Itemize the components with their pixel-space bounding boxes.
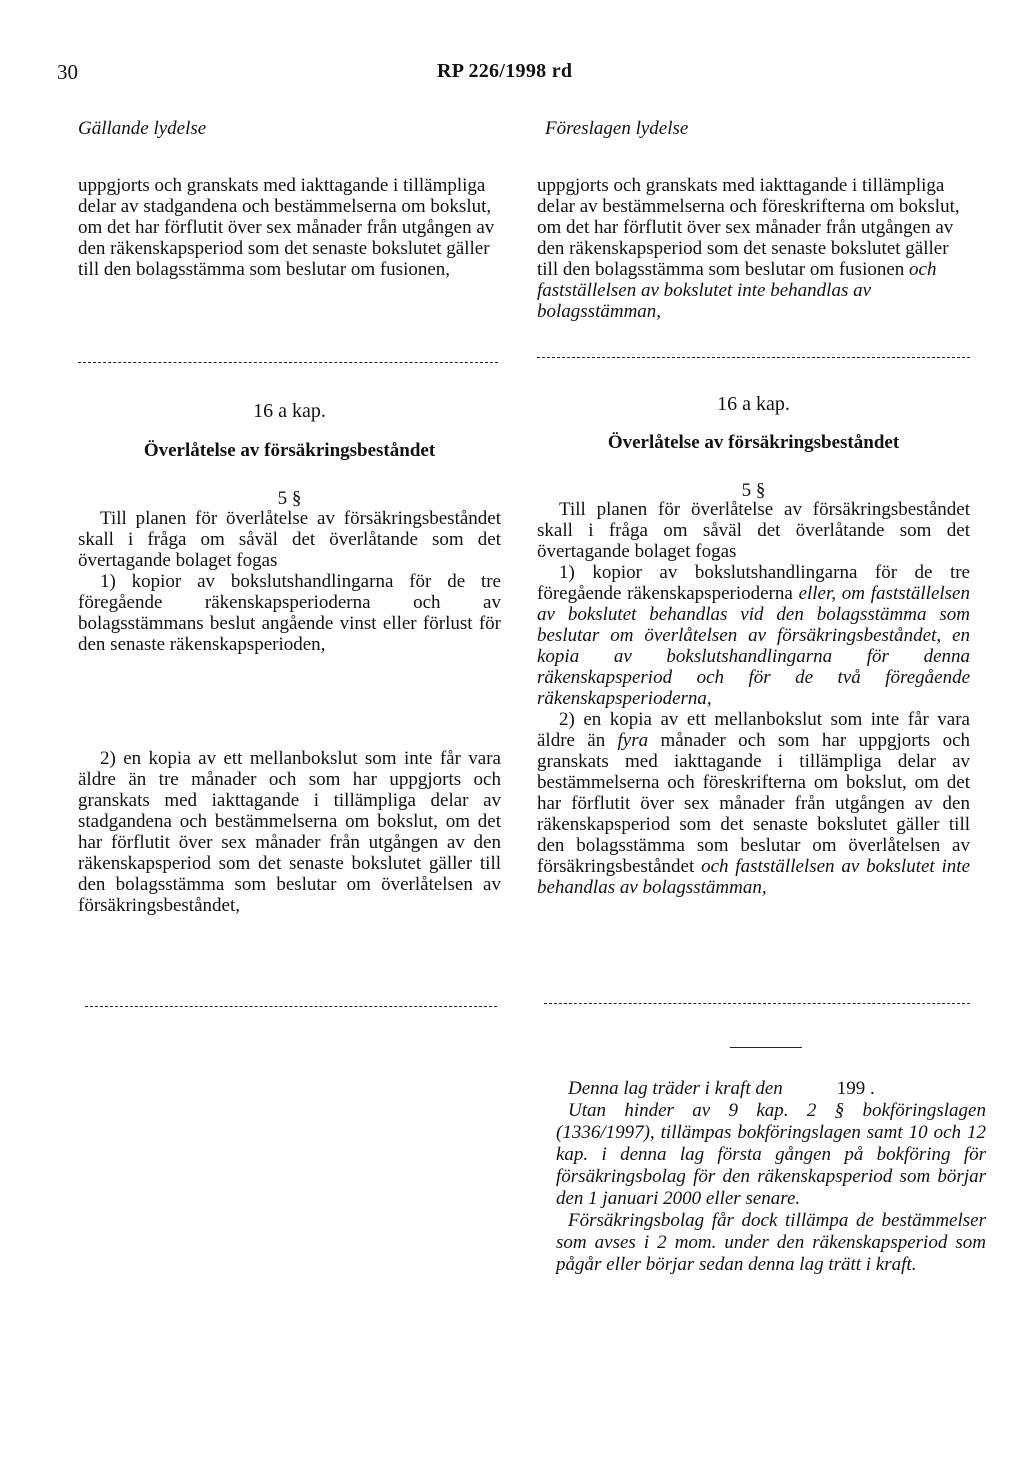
right-column-heading: Föreslagen lydelse (545, 118, 689, 139)
transitional-p2: Försäkringsbolag får dock tillämpa de bestämmelser som avses i 2 mom. under den räkenskapsperiod som pågår eller börjar sedan denna lag trätt i kraft. (556, 1210, 986, 1275)
right-intro-b: och fastställelsen av bokslutet inte behandlas av bolagsstämman, (537, 259, 937, 322)
right-item1 (537, 562, 970, 709)
right-chapter: 16 a kap. (717, 393, 790, 415)
right-omission-line-2 (544, 1003, 970, 1004)
right-omission-line-1 (537, 357, 970, 358)
right-item2-c: månader och som har uppgjorts och granskats med iakttagande i tillämpliga delar av bestämmelserna och föreskrifterna om bokslut, om det har förflutit över sex månader från utgången av den räkenskapsperiod som det senaste bokslutet gäller till den bolagsstämma som beslutar om överlåtelsen av försäkringsbeståndet (537, 730, 970, 877)
left-p1: Till planen för överlåtelse av försäkringsbeståndet skall i fråga om såväl det överlåtande som det övertagande bolaget fogas (78, 508, 501, 571)
right-intro-paragraph (537, 175, 970, 322)
left-item1: 1) kopior av bokslutshandlingarna för de tre föregående räkenskapsperioderna och av bolagsstämmans beslut angående vinst eller förlust för den senaste räkenskapsperioden, (78, 571, 501, 655)
right-intro-a: uppgjorts och granskats med iakttagande i tillämpliga delar av bestämmelserna och föreskrifterna om bokslut, om det har förflutit över sex månader från utgången av den räkenskapsperiod som det senaste bokslutet gäller till den bolagsstämma som beslutar om fusionen (537, 175, 960, 280)
right-item2-a: 2) en kopia av ett mellanbokslut som inte får vara äldre än (537, 709, 970, 751)
transitional-line1-a: Denna lag träder i kraft den (568, 1078, 783, 1099)
right-item1-b: eller, om fastställelsen av bokslutet behandlas vid den bolagsstämma som beslutar om överlåtelsen av försäkringsbeståndet, en kopia av bokslutshandlingarna för denna räkenskapsperiod och för de två föregående räkenskapsperioderna, (537, 583, 970, 709)
running-title: RP 226/1998 rd (437, 60, 573, 82)
transitional-line1 (556, 1078, 986, 1100)
right-section-title: Överlåtelse av försäkringsbeståndet (607, 432, 900, 453)
right-body (537, 499, 970, 898)
right-intro (537, 175, 970, 322)
right-item2-b: fyra (617, 730, 649, 751)
right-item1-a: 1) kopior av bokslutshandlingarna för de tre föregående räkenskapsperioderna (537, 562, 970, 604)
left-body-1 (78, 508, 501, 655)
left-omission-line-2 (85, 1006, 497, 1007)
left-chapter: 16 a kap. (253, 400, 326, 422)
left-section-title: Överlåtelse av försäkringsbeståndet (143, 440, 436, 461)
transitional-p1: Utan hinder av 9 kap. 2 § bokföringslagen (1336/1997), tillämpas bokföringslagen samt 10 och 12 kap. i denna lag första gången på bokföring för försäkringsbolag för den räkenskapsperiod som börjar den 1 januari 2000 eller senare. (556, 1100, 986, 1209)
right-paragraph-number: 5 § (741, 480, 766, 501)
left-omission-line-1 (78, 362, 498, 363)
right-item2 (537, 709, 970, 898)
page-number: 30 (57, 60, 78, 84)
left-intro (78, 175, 501, 280)
separator-rule (730, 1047, 802, 1048)
transitional-line1-b: 199 . (836, 1078, 875, 1099)
left-item2: 2) en kopia av ett mellanbokslut som inte får vara äldre än tre månader och som har uppgjorts och granskats med iakttagande i tillämpliga delar av stadgandena och bestämmelserna om bokslut, om det har förflutit över sex månader från utgången av den räkenskapsperiod som det senaste bokslutet gäller till den bolagsstämma som beslutar om överlåtelsen av försäkringsbeståndet, (78, 748, 501, 916)
left-intro-text: uppgjorts och granskats med iakttagande i tillämpliga delar av stadgandena och bestämmelserna om bokslut, om det har förflutit över sex månader från utgången av den räkenskapsperiod som det senaste bokslutet gäller till den bolagsstämma som beslutar om fusionen, (78, 175, 495, 280)
left-body-2 (78, 748, 501, 916)
right-p1: Till planen för överlåtelse av försäkringsbeståndet skall i fråga om såväl det överlåtande som det övertagande bolaget fogas (537, 499, 970, 562)
left-column-heading: Gällande lydelse (78, 118, 207, 139)
transitional-provisions (556, 1078, 986, 1276)
right-item2-d: och fastställelsen av bokslutet inte behandlas av bolagsstämman, (537, 856, 970, 898)
left-paragraph-number: 5 § (277, 488, 302, 509)
